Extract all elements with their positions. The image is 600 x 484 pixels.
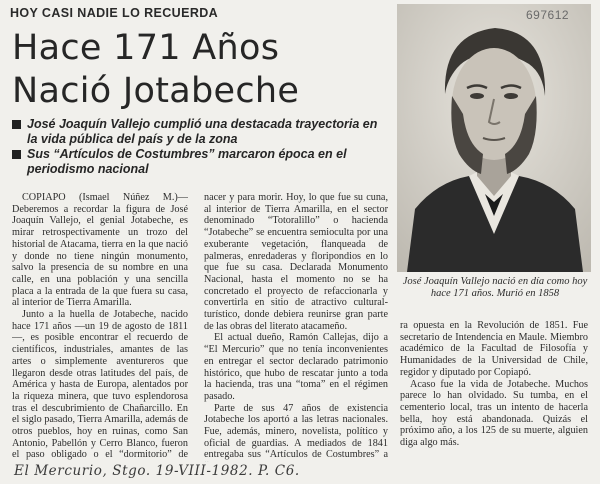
summary-bullet — [12, 147, 390, 177]
article-column-2 — [204, 192, 388, 462]
bullet-text: Sus “Artículos de Costumbres” marcaron época en el periodismo nacional — [27, 147, 347, 176]
paragraph: COPIAPO (Ismael Núñez M.)— Deberemos a recordar la figura de José Joaquín Vallejo, el genial Jotabeche, es mirar retrospectivamente un trozo del historial de Atacama, tierra en la que nació y donde no tiene ningún monumento, salvo la presencia de su nombre en una calle, en una población y una sencilla placa a la entrada de la que fuera su casa, al interior de Tierra Amarilla. — [12, 192, 188, 309]
summary-bullet — [12, 117, 390, 147]
bullet-text: José Joaquín Vallejo cumplió una destacada trayectoria en la vida pública del país y de la zona — [27, 117, 378, 146]
photo-caption: José Joaquín Vallejo nació en día como hoy hace 171 años. Murió en 1858 — [402, 276, 588, 299]
paragraph: nacer y para morir. Hoy, lo que fue su cuna, al interior de Tierra Amarilla, en el sector denominado “Totoralillo” o hacienda “Jotabeche” se encuentra semioculta por una exuberante vegetación, flanqueada de palmeras, enredaderas y floripondios en lo que fue su casa. Declarada Monumento Nacional, hasta el momento no se ha concretado el proyecto de refaccionarla y convertirla en sitio de atractivo cultural-turístico, donde debiera reunirse gran parte de las obras del literato atacameño. — [204, 192, 388, 332]
square-bullet-icon — [12, 120, 21, 129]
paragraph: Parte de sus 47 años de existencia Jotabeche los aportó a las letras nacionales. Fue, además, minero, novelista, político y oficial de guardias. A mediados de 1841 entregaba sus “Artículos de Costumbres” a — [204, 402, 388, 461]
portrait-photo — [397, 4, 591, 272]
portrait-illustration — [397, 4, 591, 272]
headline-line-2: Nació Jotabeche — [12, 71, 300, 111]
paragraph: El actual dueño, Ramón Callejas, dijo a “El Mercurio” que no tenía inconvenientes en entregar el sector declarado patrimonio histórico, que hubo de rescatar junto a toda la hacienda, tras una “toma” en el régimen pasado. — [204, 332, 388, 402]
square-bullet-icon — [12, 150, 21, 159]
archive-number: 697612 — [526, 8, 570, 22]
paragraph: Junto a la huella de Jotabeche, nacido hace 171 años —un 19 de agosto de 1811—, es posible encontrar el recuerdo de científicos, industriales, amantes de las artes o simplemente aventureros que llegaron desde otras latitudes del país, de América y hasta de Europa, alentados por la riqueza minera, que tuvo esplendorosa tras el descubrimiento de Chañarcillo. En el siglo pasado, Tierra Amarilla, además de otros pueblos, hoy en ruinas, como San Antonio, Pabellón y Cerro Blanco, fueron el paso obligado o el “dormitorio” de — [12, 309, 188, 461]
handwritten-source-note: El Mercurio, Stgo. 19-VIII-1982. P. C6. — [14, 463, 300, 479]
headline — [12, 27, 382, 113]
summary-bullets — [12, 117, 390, 177]
headline-line-1: Hace 171 Años — [12, 28, 280, 68]
paragraph: Acaso fue la vida de Jotabeche. Muchos parece lo han olvidado. Su tumba, en el cementerio local, tras un intento de hacerla bella, hoy está abandonada. Quizás el próximo año, a los 125 de su muerte, alguien diga algo más. — [400, 378, 588, 449]
article-column-3 — [400, 320, 588, 462]
article-column-1 — [12, 192, 188, 462]
kicker: HOY CASI NADIE LO RECUERDA — [10, 6, 219, 20]
paragraph: ra opuesta en la Revolución de 1851. Fue secretario de Intendencia en Maule. Miembro académico de la Facultad de Filosofía y Humanidades de la Universidad de Chile, regidor y diputado por Copiapó. — [400, 320, 588, 378]
